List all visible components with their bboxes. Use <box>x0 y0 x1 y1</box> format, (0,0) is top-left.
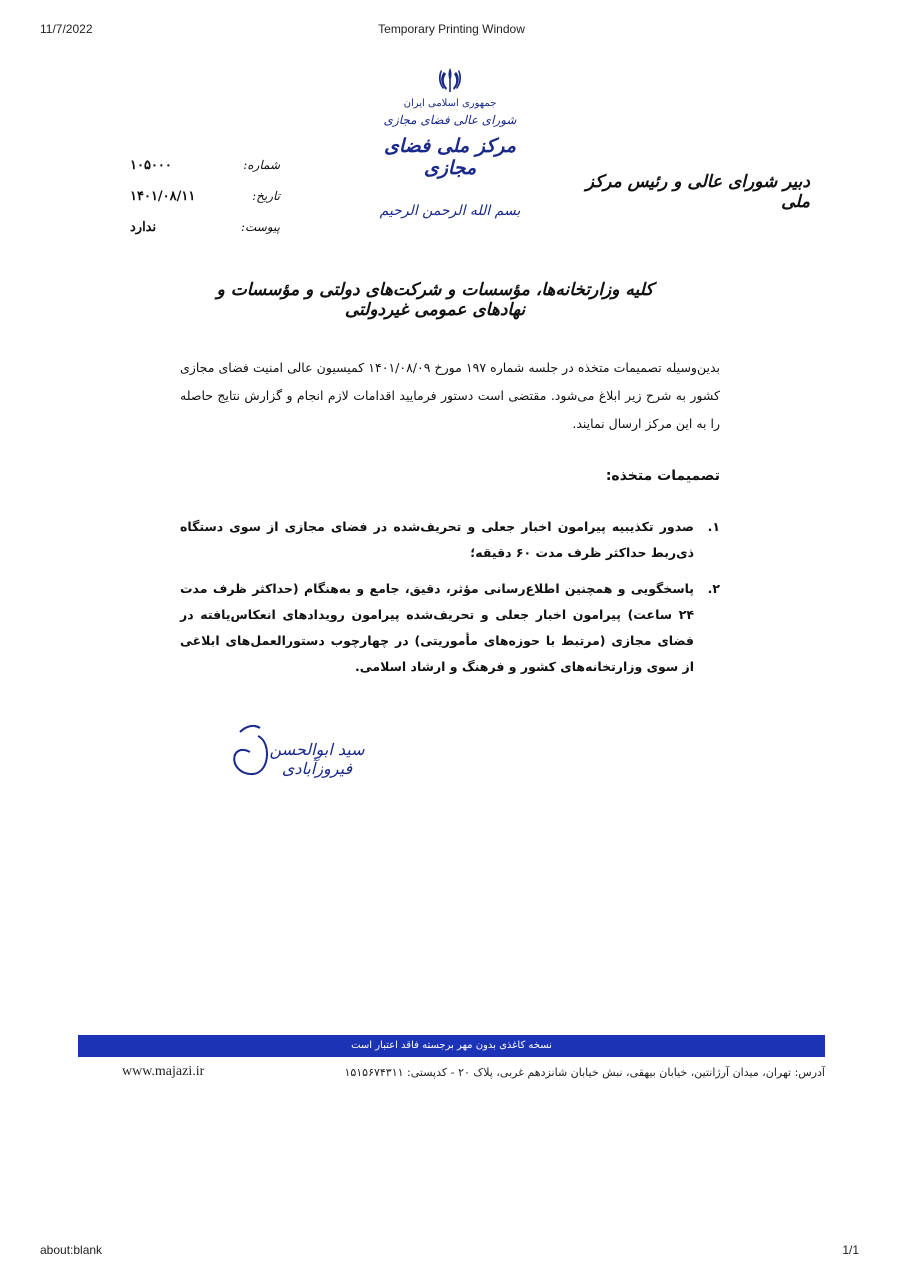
decision-item <box>180 514 720 566</box>
letter-attachment-label: پیوست: <box>240 220 280 234</box>
decisions-title: تصمیمات متخذه: <box>605 468 720 484</box>
footer-contact <box>78 1062 825 1082</box>
letterhead-center: مرکز ملی فضای مجازی <box>384 135 516 179</box>
print-window-title: Temporary Printing Window <box>378 22 525 36</box>
letter-number-value: ۱۰۵۰۰۰ <box>130 158 172 173</box>
iran-emblem-icon <box>435 66 465 94</box>
letter-meta <box>130 158 280 251</box>
letter-date-value: ۱۴۰۱/۰۸/۱۱ <box>130 189 196 204</box>
letter-number-row <box>130 158 280 189</box>
letter-attachment-value: ندارد <box>130 220 157 235</box>
recipients: کلیه وزارتخانه‌ها، مؤسسات و شرکت‌های دولتی و مؤسسات و نهادهای عمومی غیردولتی <box>216 280 654 320</box>
letter-attachment-row <box>130 220 280 251</box>
decision-number: ۲. <box>707 581 720 596</box>
decision-number: ۱. <box>707 519 720 534</box>
footer-notice-bar: نسخه کاغذی بدون مهر برجسته فاقد اعتبار است <box>78 1035 825 1057</box>
decision-text: صدور تکذیبیه پیرامون اخبار جعلی و تحریف‌شده در فضای مجازی از سوی دستگاه ذی‌ربط حداکثر ظرف مدت ۶۰ دقیقه؛ <box>180 519 694 560</box>
letter-number-label: شماره: <box>243 158 280 172</box>
signature-name: سید ابوالحسن فیروزآبادی <box>269 740 365 778</box>
decision-text: پاسخگویی و همچنین اطلاع‌رسانی مؤثر، دقیق، جامع و به‌هنگام (حداکثر ظرف مدت ۲۴ ساعت) پیرامون اخبار جعلی و تحریف‌شده پیرامون رویدادهای انعکاس‌یافته در فضای مجازی (مرتبط با حوزه‌های مأموریتی) در چهارچوب دستورالعمل‌های ابلاغی از سوی وزارتخانه‌های کشور و فرهنگ و ارشاد اسلامی. <box>180 581 694 674</box>
letter-date-label: تاریخ: <box>252 189 280 203</box>
decisions-list <box>180 514 720 690</box>
letter-date-row <box>130 189 280 220</box>
letterhead-country: جمهوری اسلامی ایران <box>403 98 497 109</box>
print-date: 11/7/2022 <box>40 22 93 36</box>
decision-item <box>180 576 720 680</box>
letter-body: بدین‌وسیله تصمیمات متخذه در جلسه شماره ۱۹۷ مورخ ۱۴۰۱/۰۸/۰۹ کمیسیون عالی امنیت فضای مجازی کشور به شرح زیر ابلاغ می‌شود. مقتضی است دستور فرمایید اقدامات لازم انجام و گزارش نتایج حاصله را به این مرکز ارسال نمایند. <box>180 360 720 431</box>
print-url: about:blank <box>40 1243 103 1257</box>
footer-website: www.majazi.ir <box>122 1064 205 1079</box>
letterhead-council: شورای عالی فضای مجازی <box>383 113 517 127</box>
print-page-number: 1/1 <box>842 1243 859 1257</box>
letterhead <box>360 66 540 219</box>
letterhead-bismillah: بسم الله الرحمن الرحیم <box>379 203 521 219</box>
signature <box>210 712 390 792</box>
sender-title: دبیر شورای عالی و رئیس مرکز ملی <box>585 172 810 212</box>
footer-address: آدرس: تهران، میدان آرژانتین، خیابان بیهقی، نبش خیابان شانزدهم غربی، پلاک ۲۰ - کدپستی: ۱۵۱۵۶۷۴۳۱۱ <box>344 1065 825 1079</box>
